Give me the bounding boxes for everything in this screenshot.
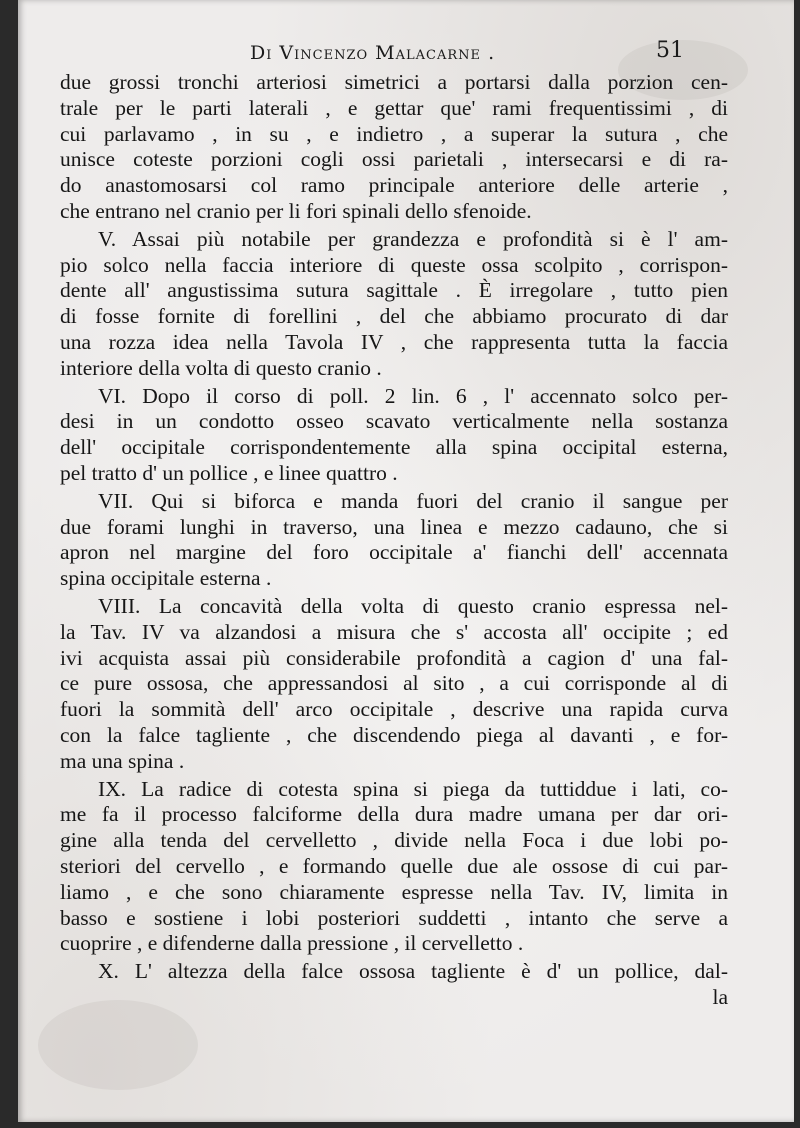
text-line: gine alla tenda del cervelletto , divide nella Foca i due lobi po- [60,828,728,853]
text-line: di fosse fornite di forellini , del che abbiamo procurato di dar [60,304,728,329]
text-line: due forami lunghi in traverso, una linea e mezzo cadauno, che si [60,514,728,539]
text-line: spina occipitale esterna . [60,566,272,591]
text-line: do anastomosarsi col ramo principale anteriore delle arterie , [60,173,728,198]
text-line: pel tratto d' un pollice , e linee quattro . [60,460,398,485]
text-line: fuori la sommità dell' arco occipitale , descrive una rapida curva [60,697,728,722]
text-line: la Tav. IV va alzandosi a misura che s' accosta all' occipite ; ed [60,619,728,644]
text-line: basso e sostiene i lobi posteriori suddetti , intanto che serve a [60,905,728,930]
text-line: VII. Qui si biforca e manda fuori del cranio il sangue per [98,488,728,513]
text-line: apron nel margine del foro occipitale a' fianchi dell' accennata [60,540,728,565]
catchword: la [712,984,728,1009]
book-page [18,0,794,1122]
body-text [60,70,728,1011]
running-head: Di Vincenzo Malacarne . [250,42,496,64]
text-line: ivi acquista assai più considerabile profondità a cagion d' una fal- [60,645,728,670]
text-line: dell' occipitale corrispondentemente alla spina occipital esterna, [60,435,728,460]
text-line: X. L' altezza della falce ossosa tagliente è d' un pollice, dal- [98,959,728,984]
text-line: cuoprire , e difenderne dalla pressione , il cervelletto . [60,931,524,956]
text-line: liamo , e che sono chiaramente espresse nella Tav. IV, limita in [60,879,728,904]
text-line: trale per le parti laterali , e gettar que' rami frequentissimi , di [60,95,728,120]
page-header [18,36,794,66]
text-line: due grossi tronchi arteriosi simetrici a portarsi dalla porzion cen- [60,70,728,94]
text-line: ce pure ossosa, che appressandosi al sito , a cui corrisponde al di [60,671,728,696]
paragraph [60,227,728,382]
text-line: una rozza idea nella Tavola IV , che rappresenta tutta la faccia [60,329,728,354]
paragraph [60,777,728,958]
text-line: steriori del cervello , e formando quelle due ale ossose di cui par- [60,853,728,878]
paragraph [60,70,728,225]
text-line: me fa il processo falciforme della dura madre umana per dar ori- [60,802,728,827]
paper-stain [38,1000,198,1090]
text-line: pio solco nella faccia interiore di queste ossa scolpito , corrispon- [60,252,728,277]
text-line: VI. Dopo il corso di poll. 2 lin. 6 , l' accennato solco per- [98,383,728,408]
text-line: con la falce tagliente , che discendendo piega al davanti , e for- [60,722,728,747]
paragraph [60,959,728,985]
text-line: che entrano nel cranio per li fori spinali dello sfenoide. [60,198,532,223]
paragraph [60,594,728,775]
text-line: VIII. La concavità della volta di questo cranio espressa nel- [98,593,728,618]
text-line: interiore della volta di questo cranio . [60,355,382,380]
text-line: cui parlavamo , in su , e indietro , a superar la sutura , che [60,121,728,146]
paragraph [60,384,728,487]
paragraph [60,489,728,592]
text-line: IX. La radice di cotesta spina si piega da tuttiddue i lati, co- [98,776,728,801]
text-line: desi in un condotto osseo scavato verticalmente nella sostanza [60,409,728,434]
page-number: 51 [656,38,684,63]
text-line: unisce coteste porzioni cogli ossi parietali , intersecarsi e di ra- [60,147,728,172]
text-line: ma una spina . [60,748,185,773]
text-line: V. Assai più notabile per grandezza e profondità si è l' am- [98,226,728,251]
text-line: dente all' angustissima sutura sagittale . È irregolare , tutto pien [60,278,728,303]
